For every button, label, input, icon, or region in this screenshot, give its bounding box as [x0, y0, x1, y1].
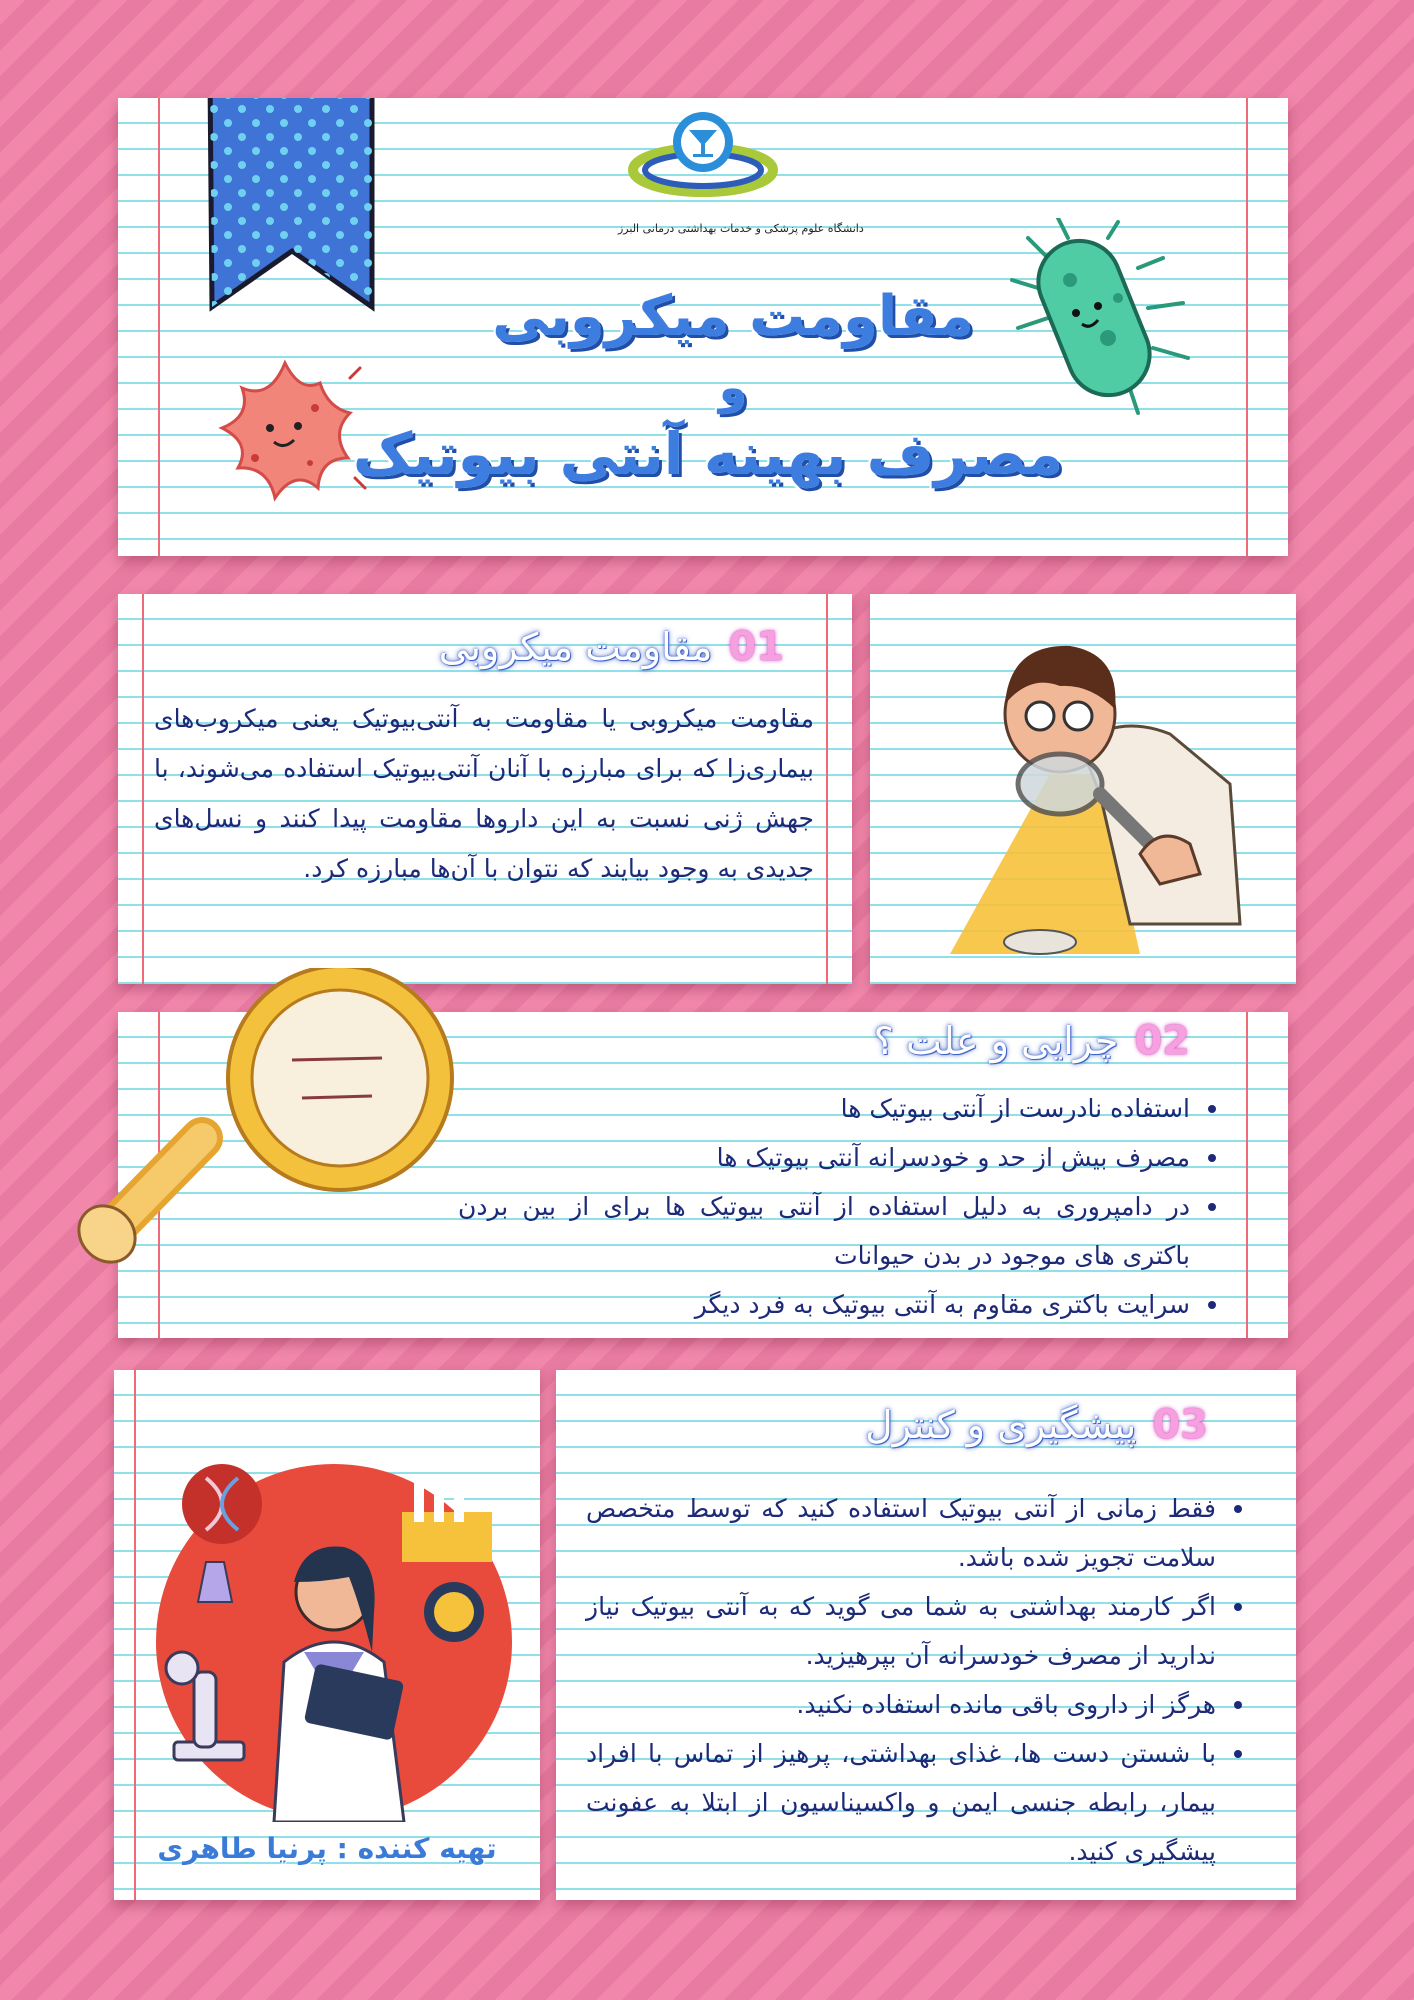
page-title-connector: و [718, 360, 748, 414]
section3-number: 03 [1152, 1402, 1208, 1448]
section2-number: 02 [1134, 1018, 1190, 1064]
illustration-card-2 [114, 1370, 540, 1900]
list-item: در دامپروری به دلیل استفاده از آنتی بیوتیک ها برای از بین بردن باکتری های موجود در بدن حیوانات [458, 1182, 1190, 1280]
scientist-lab-illustration [134, 1442, 534, 1822]
page-title-line1: مقاومت میکروبی [492, 284, 974, 349]
margin-line [826, 594, 828, 984]
list-item: فقط زمانی از آنتی بیوتیک استفاده کنید که توسط متخصص سلامت تجویز شده باشد. [586, 1484, 1216, 1582]
section3-list [586, 1484, 1244, 1876]
university-logo-icon [623, 108, 783, 218]
section2-heading [874, 1018, 1190, 1064]
university-name: دانشگاه علوم پزشکی و خدمات بهداشتی درمانی البرز [618, 222, 864, 235]
list-item: هرگز از داروی باقی مانده استفاده نکنید. [586, 1680, 1216, 1729]
list-item: سرایت باکتری مقاوم به آنتی بیوتیک به فرد دیگر [458, 1280, 1190, 1329]
author-credit: تهیه کننده : پرنیا طاهری [157, 1832, 497, 1865]
list-item: با شستن دست ها، غذای بهداشتی، پرهیز از تماس با افراد بیمار، رابطه جنسی ایمن و واکسیناسیون از ابتلا به عفونت پیشگیری کنید. [586, 1729, 1216, 1876]
list-item: استفاده نادرست از آنتی بیوتیک ها [458, 1084, 1190, 1133]
section1-card [118, 594, 852, 984]
section3-title: پیشگیری و کنترل [865, 1403, 1137, 1447]
section1-body: مقاومت میکروبی یا مقاومت به آنتی‌بیوتیک یعنی میکروب‌های بیماری‌زا که برای مبارزه با آنان آنتی‌بیوتیک استفاده می‌شوند، با جهش ژنی نسبت به این داروها مقاومت پیدا کنند و نسل‌های جدیدی به وجود بیایند که نتوان با آن‌ها مبارزه کرد. [154, 704, 814, 883]
section2-title: چرایی و علت ؟ [873, 1019, 1119, 1063]
section3-card [556, 1370, 1296, 1900]
page-title-line2: مصرف بهینه آنتی بیوتیک [352, 420, 1064, 488]
margin-line [142, 594, 144, 984]
list-item: مصرف بیش از حد و خودسرانه آنتی بیوتیک ها [458, 1133, 1190, 1182]
list-item: اگر کارمند بهداشتی به شما می گوید که به آنتی بیوتیک نیاز ندارید از مصرف خودسرانه آن بپرهیزید. [586, 1582, 1216, 1680]
section1-number: 01 [728, 624, 784, 670]
section1-title: مقاومت میکروبی [438, 625, 713, 669]
header-card [118, 98, 1288, 556]
section1-heading [439, 624, 784, 670]
illustration-card-1 [870, 594, 1296, 984]
section3-heading [865, 1402, 1208, 1448]
bookmark-ribbon-icon [206, 98, 378, 313]
scientist-magnifier-illustration [910, 624, 1260, 964]
magnifying-glass-icon [52, 968, 472, 1308]
margin-line [1246, 1012, 1248, 1338]
section2-list [458, 1084, 1218, 1329]
